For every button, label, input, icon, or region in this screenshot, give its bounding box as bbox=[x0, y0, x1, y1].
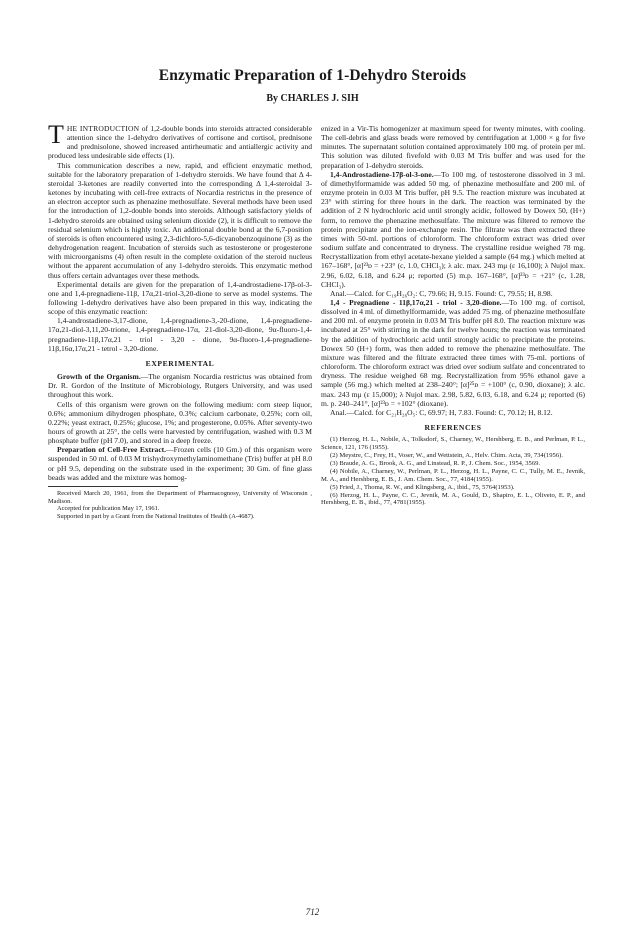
footnotes bbox=[48, 490, 312, 520]
intro-smallcaps: HE INTRODUCTION bbox=[66, 124, 140, 133]
cells-paragraph: Cells of this organism were grown on the following medium: corn steep liquor, 0.6%; ammonium dihydrogen phosphate, 0.3%; calcium carbonate, 0.25%; corn oil, 0.22%; yeast extract, 0.25%; glucose, 1%; and progesterone, 0.05%. After seventy-two hours of growth at 25°, the cells were harvested by centrifugation, washed with 0.3 M phosphate buffer (pH 7.0), and stored in a deep freeze. bbox=[48, 399, 312, 446]
reference-item: (6) Herzog, H. L., Payne, C. C., Jevnik, M. A., Gould, D., Shapiro, E. L., Oliveto, E. P., and Hershberg, E. B., ibid., 77, 4781(1955). bbox=[321, 491, 585, 507]
prep-paragraph bbox=[48, 445, 312, 482]
prep-heading: Preparation of Cell-Free Extract. bbox=[57, 445, 167, 455]
article-title: Enzymatic Preparation of 1-Dehydro Steroids bbox=[158, 67, 467, 84]
pregnadiene-text: —To 100 mg. of cortisol, dissolved in 4 ml. of dimethylformamide, was added 75 mg. of phenazine methosulfate and 200 ml. of enzyme protein in 0.03 M Tris buffer pH 8.0. The reaction mixture was incubated at 25° with stirring in the dark for twelve hours; the reaction was terminated by the addition of hydrochloric acid until strongly acidic to precipitate the proteins. Dowex 50 (H+) form, was then added to remove the phenazine methosulfate. The mixture was filtered and the filtrate extracted three times with 75-ml. portions of chloroform. The chloroform extract was dried over sodium sulfate and concentrated to dryness. The residue weighed 68 mg. Recrystallization from 95% ethanol gave a sample (56 mg.) which melted at 238–240°; [α]²⁵ᴅ = +100° (c, 0.90, dioxane); λ alc. max. 243 mμ (ε 15,000); λ Nujol max. 2.98, 5.82, 6.03, 6.18, and 6.24 μ; reported (6) m. p. 240–241°, [α]²³ᴅ = +102° (dioxane). bbox=[321, 297, 585, 408]
left-column bbox=[48, 120, 313, 520]
pregnadiene-heading: 1,4 - Pregnadiene - 11β,17α,21 - triol - 3,20-dione. bbox=[330, 297, 502, 307]
compound-list-paragraph: 1,4-androstadiene-3,17-dione, 1,4-pregnadiene-3,-20-dione, 1,4-pregnadiene-17α,21-diol-3,11,20-trione, 1,4-pregnadiene-17α, 21-diol-3,20-dione, 9α-fluoro-1,4-pregnadiene-11β,17α,21 - triol - 3,20 - dione, 9α-fluoro-1,4-pregnadiene- 11β,16α,17α,21 - tetrol - 3,20-dione. bbox=[48, 316, 312, 353]
androstadiene-text: —To 100 mg. of testosterone dissolved in 3 ml. of dimethylformamide was added 50 mg. of phenazine methosulfate and 200 ml. of enzyme protein in 0.03 M Tris buffer, pH 9.5. The reaction mixture was incubated at 23° with stirring for three hours in the dark. The reaction was terminated by the addition of 2 N hydrochloric acid until strongly acidic, followed by Dowex 50, (H+) form, to remove the phenazine methosulfate. The mixture was filtered to remove the protein precipitate and the ion-exchange resin. The filtrate was then extracted three times with 50-ml. portions of chloroform. The chloroform extract was dried over sodium sulfate and concentrated to dryness. The crystalline residue weighed 78 mg. Recrystallization from ethyl acetate-hexane yielded a sample (64 mg.) which melted at 167–168°, [α]²³ᴅ = +23° (c, 1.0, CHCl₃); λ alc. max. 243 mμ (ε 16,100); λ Nujol max. 2.96, 6.02, 6.18, and 6.24 μ; reported (5) m.p. 167–168°, [α]²³ᴅ = +21° (c, 1.28, CHCl₃). bbox=[321, 169, 585, 289]
footnote: Received March 20, 1961, from the Department of Pharmacognosy, University of Wisconsin , Madison. bbox=[48, 489, 312, 505]
reference-item: (2) Meystre, C., Frey, H., Voser, W., and Wettstein, A., Helv. Chim. Acta, 39, 734(1956). bbox=[330, 451, 563, 459]
homogenize-paragraph: enized in a Vir-Tis homogenizer at maximum speed for twenty minutes, with cooling. The cell-debris and glass beads were removed by centrifugation at 1,000 × g for five minutes. The supernatant solution contained approximately 100 mg. of protein per ml. This solution was diluted fivefold with 0.03 M Tris buffer and was used for the preparation of 1-dehydro steroids. bbox=[321, 124, 585, 170]
intro-text: of 1,2-double bonds into steroids attracted considerable attention since the 1-dehydro derivatives of cortisone and cortisol, prednisone and prednisolone, showed increased antirheumatic and antiallergic activity and produced less undesirable side effects (1). bbox=[48, 124, 312, 161]
reference-item: (4) Nobile, A., Charney, W., Perlman, P. L., Herzog, H. L., Payne, C. C., Tully, M. E., Jevnik, M. A., and Hershberg, E. B., J. Am. Chem. Soc., 77, 4184(1955). bbox=[321, 467, 585, 483]
section-heading-experimental: EXPERIMENTAL bbox=[145, 358, 215, 368]
references-heading: REFERENCES bbox=[424, 423, 482, 432]
intro-paragraph bbox=[48, 120, 312, 161]
details-paragraph: Experimental details are given for the preparation of 1,4-androstadiene-17β-ol-3-one and 1,4-pregnadiene-11β, 17α,21-triol-3,20-dione to serve as model systems. The following 1-dehydro derivatives have also been prepared in this way, indicating the scope of this enzymatic reaction: bbox=[48, 279, 312, 317]
growth-heading: Growth of the Organism. bbox=[57, 372, 141, 382]
footnote: Supported in part by a Grant from the National Institutes of Health (A-4687). bbox=[57, 512, 255, 520]
page-number: 712 bbox=[305, 907, 320, 917]
growth-text: —The organism Nocardia restrictus was obtained from Dr. R. Gordon of the Institute of Microbiology, Rutgers University, and was used throughout this work. bbox=[48, 372, 313, 400]
prep-text: —Frozen cells (10 Gm.) of this organism were suspended in 50 ml. of 0.03 M trishydroxymethylaminomethane (Tris) buffer at pH 8.0 or pH 9.5, depending on the substrate used in the experiment; 30 Gm. of fine glass beads was added and the mixture was homog- bbox=[48, 445, 312, 482]
pregnadiene-paragraph bbox=[321, 298, 585, 408]
article-author: By CHARLES J. SIH bbox=[266, 93, 359, 104]
androstadiene-paragraph bbox=[321, 170, 585, 289]
reference-item: (3) Braude, A. G., Brook, A. G., and Linstead, R. P., J. Chem. Soc., 1954, 3569. bbox=[330, 459, 541, 467]
drop-cap: T bbox=[48, 120, 64, 149]
method-paragraph: This communication describes a new, rapid, and efficient enzymatic method, suitable for the laboratory preparation of 1-dehydro steroids. We have found that Δ 4-steroidal 3-ketones are readily converted into the corresponding Δ 1,4-steroidal 3-ketones by incubating with cell-free extracts of Nocardia restrictus in the presence of an electron acceptor such as phenazine methosulfate. Several methods have been used for the introduction of 1,2-double bonds into steroids. Although satisfactory yields of 1-dehydro steroids are obtained using selenium dioxide (2), it is difficult to remove the residual selenium which is highly toxic. An additional double bond at the 6,7-position of steroids is often encountered using 2,3-dichloro-5,6-dicyanobenzoquinone (3) as the dehydrogenation reagent. Incubation of steroids such as testosterone or progesterone with microorganisms (4) often result in the complete oxidation of the steroid nucleus without the apparent accumulation of any 1-dehydro steroids. This enzymatic method thus offers certain advantages over these methods. bbox=[48, 160, 312, 280]
growth-paragraph bbox=[48, 372, 312, 399]
reference-item: (1) Herzog, H. L., Nobile, A., Tolksdorf, S., Charney, W., Hershberg, E. B., and Perlman, P. L., Science, 121, 176 (1955). bbox=[321, 436, 585, 452]
reference-list bbox=[321, 436, 585, 507]
pregnadiene-analysis: Anal.—Calcd. for C₂₁H₂₈O₅: C, 69.97; H, 7.83. Found: C, 70.12; H, 8.12. bbox=[330, 407, 553, 417]
right-column bbox=[321, 124, 585, 507]
androstadiene-analysis: Anal.—Calcd. for C₁₉H₂₆O₂: C, 79.66; H, 9.15. Found: C, 79.55; H, 8.98. bbox=[330, 288, 553, 298]
reference-item: (5) Fried, J., Thoma, R. W., and Klingsberg, A., ibid., 75, 5764(1953). bbox=[330, 483, 515, 491]
footnote: Accepted for publication May 17, 1961. bbox=[57, 505, 160, 513]
androstadiene-heading: 1,4-Androstadiene-17β-ol-3-one. bbox=[330, 169, 434, 179]
